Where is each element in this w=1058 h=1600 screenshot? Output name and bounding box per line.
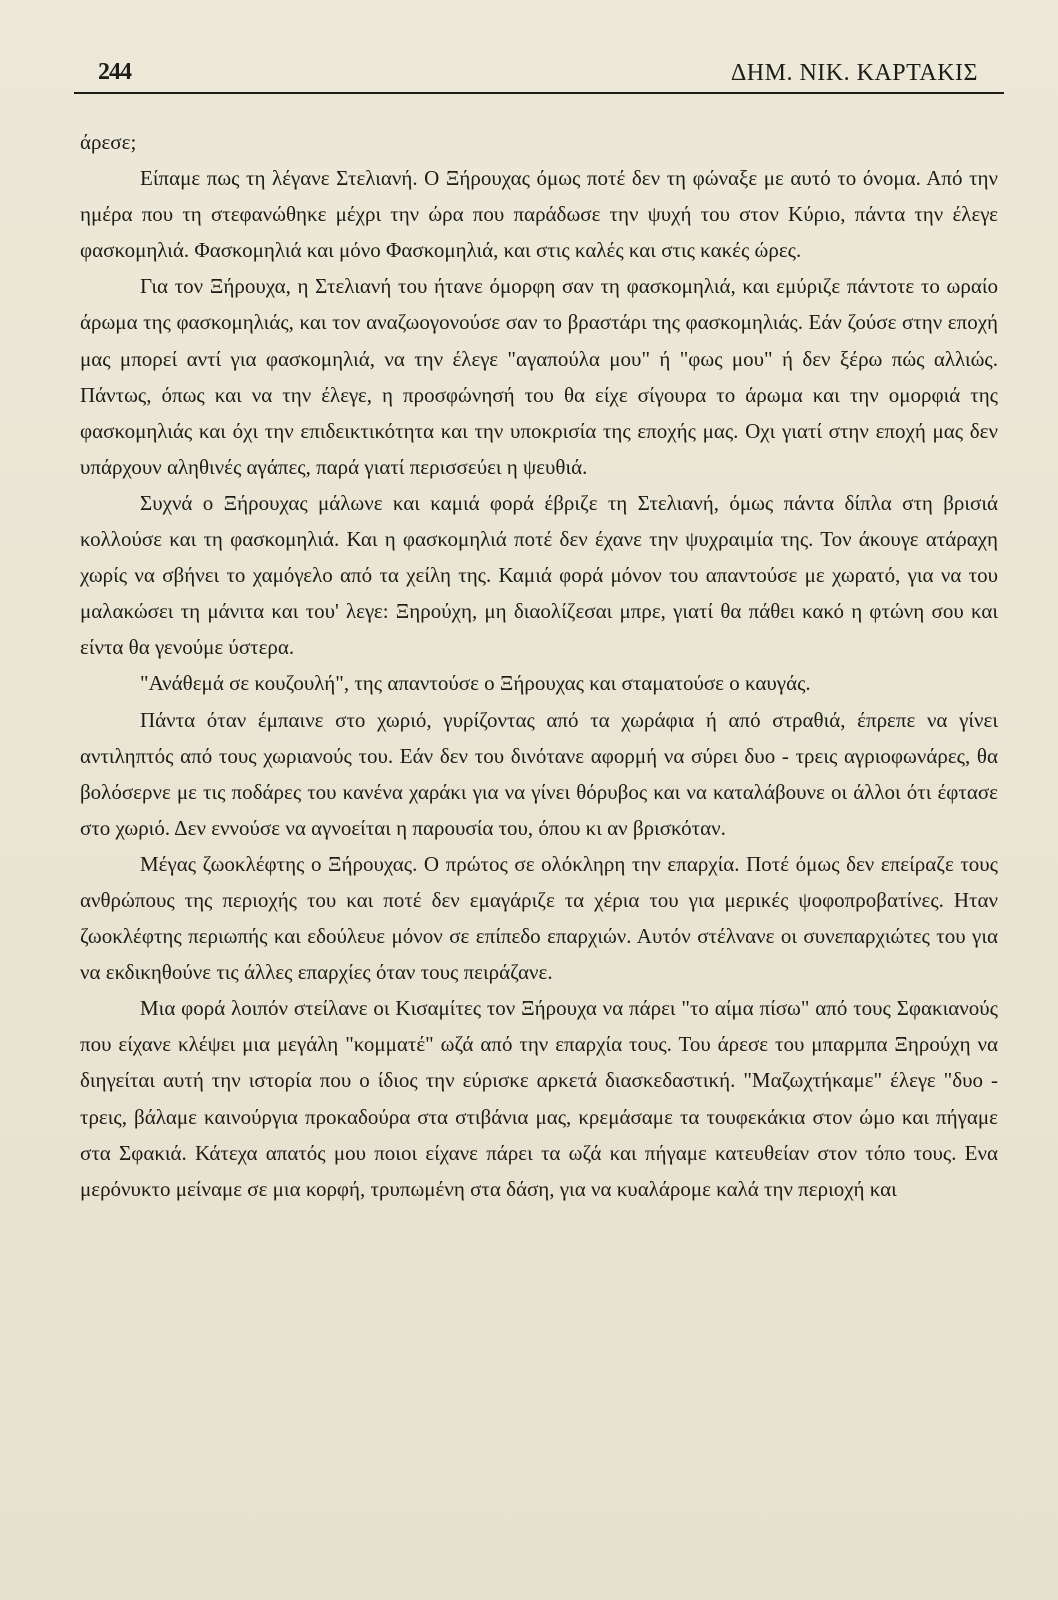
page-header (74, 58, 1004, 94)
body-text (80, 124, 998, 1207)
running-head-author: ΔΗΜ. ΝΙΚ. ΚΑΡΤΑΚΙΣ (730, 60, 978, 86)
paragraph-6: Πάντα όταν έμπαινε στο χωριό, γυρίζοντας από τα χωράφια ή από στραθιά, έπρεπε να γίνει αντιληπτός από τους χωριανούς του. Εάν δεν του δινότανε αφορμή να σύρει δυο - τρεις αγριοφωνάρες, θα βολόσερνε με τις ποδάρες του κανένα χαράκι για να γίνει θόρυβος και να καταλάβουνε οι άλλοι ότι έφτασε στο χωριό. Δεν εννούσε να αγνοείται η παρουσία του, όπου κι αν βρισκόταν. (80, 707, 998, 840)
paragraph-3: Για τον Ξήρουχα, η Στελιανή του ήτανε όμορφη σαν τη φασκομηλιά, και εμύριζε πάντοτε το ωραίο άρωμα της φασκομηλιάς, και τον αναζωογονούσε σαν το βραστάρι της φασκομηλιάς. Εάν ζούσε στην εποχή μας μπορεί αντί για φασκομηλιά, να την έλεγε "αγαπούλα μου" ή "φως μου" ή δεν ξέρω πώς αλλιώς. Πάντως, όπως και να την έλεγε, η προσφώνησή του θα είχε σίγουρα το άρωμα και την ομορφιά της φασκομηλιάς και όχι την επιδεικτικότητα και την υποκρισία της εποχής μας. Οχι γιατί στην εποχή μας δεν υπάρχουν αληθινές αγάπες, παρά γιατί περισσεύει η ψευθιά. (80, 274, 998, 479)
page-number: 244 (98, 59, 131, 85)
paragraph-2: Είπαμε πως τη λέγανε Στελιανή. Ο Ξήρουχας όμως ποτέ δεν τη φώναξε με αυτό το όνομα. Από την ημέρα που τη στεφανώθηκε μέχρι την ώρα που παράδωσε την ψυχή του στον Κύριο, πάντα την έλεγε φασκομηλιά. Φασκομηλιά και μόνο Φασκομηλιά, και στις καλές και στις κακές ώρες. (80, 166, 998, 263)
paragraph-1: άρεσε; (80, 130, 137, 154)
paragraph-7: Μέγας ζωοκλέφτης ο Ξήρουχας. Ο πρώτος σε ολόκληρη την επαρχία. Ποτέ όμως δεν επείραζε τους ανθρώπους της περιοχής του και ποτέ δεν εμαγάριζε τα χέρια του για μερικές ψοφοπροβατίνες. Ηταν ζωοκλέφτης περιωπής και εδούλευε μόνον σε επίπεδο επαρχιών. Αυτόν στέλνανε οι συνεπαρχιώτες του για να εκδικηθούνε τις άλλες επαρχίες όταν τους πειράζανε. (80, 851, 998, 985)
paragraph-8: Μια φορά λοιπόν στείλανε οι Κισαμίτες τον Ξήρουχα να πάρει "το αίμα πίσω" από τους Σφακιανούς που είχανε κλέψει μια μεγάλη "κομματέ" ωζά από την επαρχία τους. Του άρεσε του μπαρμπα Ξηρούχη να διηγείται αυτή την ιστορία που ο ίδιος την εύρισκε αρκετά διασκεδαστική. "Μαζωχτήκαμε" έλεγε "δυο - τρεις, βάλαμε καινούργια προκαδούρα στα στιβάνια μας, κρεμάσαμε τα τουφεκάκια στον ώμο και πήγαμε στα Σφακιά. Κάτεχα απατός μου ποιοι είχανε πάρει τα ωζά και πήγαμε κατευθείαν στον τόπο τους. Ενα μερόνυκτο μείναμε σε μια κορφή, τρυπωμένη στα δάση, για να κυαλάρομε καλά την περιοχή και (80, 996, 998, 1201)
paragraph-4: Συχνά ο Ξήρουχας μάλωνε και καμιά φορά έβριζε τη Στελιανή, όμως πάντα δίπλα στη βρισιά κολλούσε και τη φασκομηλιά. Και η φασκομηλιά ποτέ δεν έχανε την ψυχραιμία της. Τον άκουγε ατάραχη χωρίς να σβήνει το χαμόγελο από τα χείλη της. Καμιά φορά μόνον του απαντούσε με χωρατό, για να του μαλακώσει τη μάνιτα και του' λεγε: Ξηρούχη, μη διαολίζεσαι μπρε, γιατί θα πάθει κακό η φτώνη σου και είντα θα γενούμε ύστερα. (80, 490, 998, 660)
paragraph-5: "Ανάθεμά σε κουζουλή", της απαντούσε ο Ξήρουχας και σταματούσε ο καυγάς. (140, 671, 811, 696)
